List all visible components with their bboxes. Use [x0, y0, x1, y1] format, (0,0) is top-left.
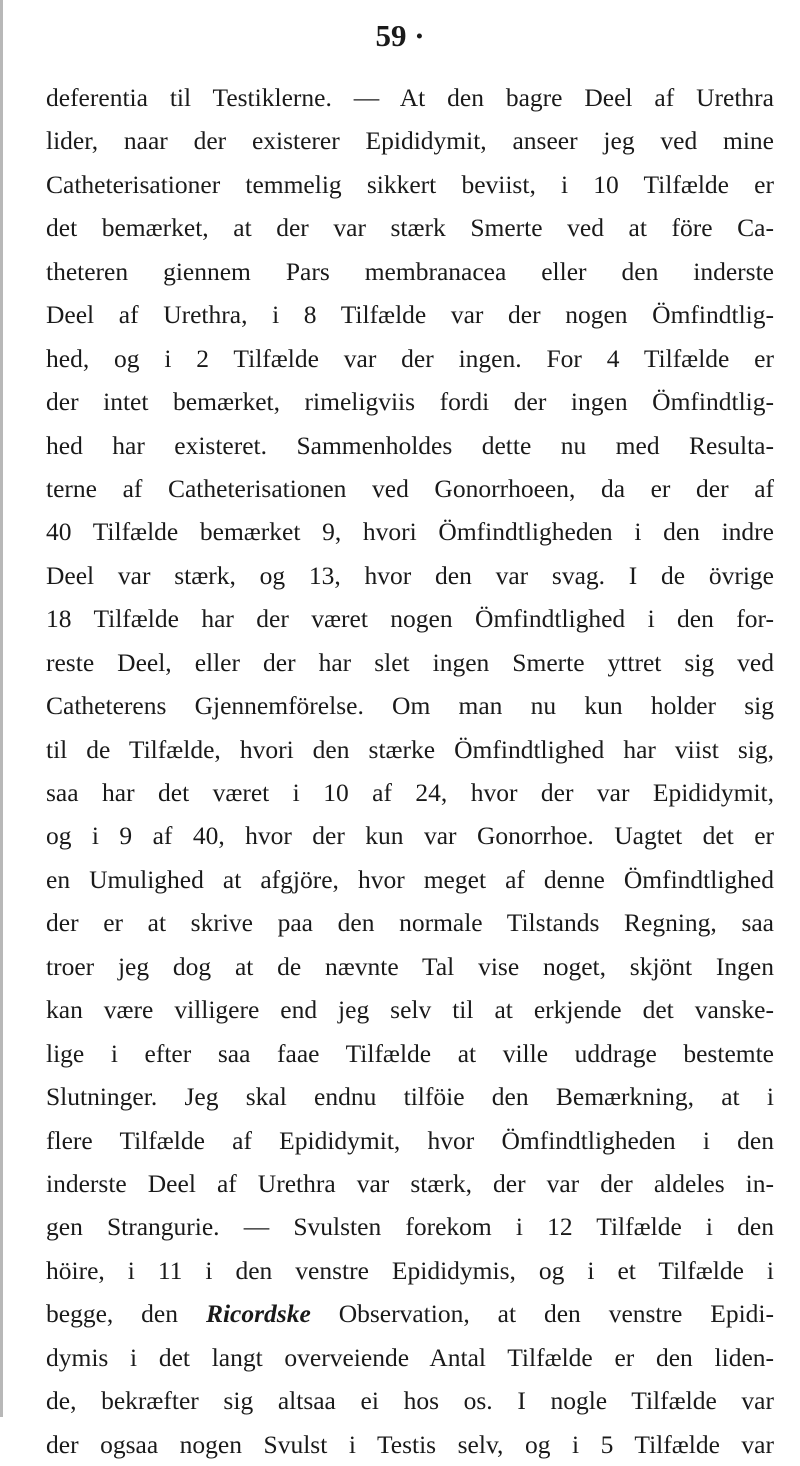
text-line-3: Catheterisationer temmelig sikkert beviist, i 10 Tilfælde er — [46, 169, 774, 199]
text-line-4: det bemærket, at der var stærk Smerte ved at före Ca- — [46, 213, 774, 243]
text-line-6: Deel af Urethra, i 8 Tilfælde var der nogen Ömfindtlig- — [46, 300, 774, 330]
text-line-25: flere Tilfælde af Epididymit, hvor Ömfindtligheden i den — [46, 1125, 774, 1155]
text-line-18: og i 9 af 40, hvor der kun var Gonorrhoe. Uagtet det er — [46, 821, 774, 851]
text-line-10: terne af Catheterisationen ved Gonorrhoeen, da er der af — [46, 473, 774, 503]
text-line-2: lider, naar der existerer Epididymit, anseer jeg ved mine — [46, 126, 774, 156]
text-line-19: en Umulighed at afgjöre, hvor meget af denne Ömfindtlighed — [46, 864, 774, 894]
text-line-31: de, bekræfter sig altsaa ei hos os. I nogle Tilfælde var — [46, 1386, 774, 1416]
text-line-20: der er at skrive paa den normale Tilstands Regning, saa — [46, 908, 774, 938]
text-line-8: der intet bemærket, rimeligviis fordi der ingen Ömfindtlig- — [46, 387, 774, 417]
page-edge-shadow — [0, 0, 3, 1417]
text-line-13: 18 Tilfælde har der været nogen Ömfindtlighed i den for- — [46, 604, 774, 634]
text-line-27: gen Strangurie. — Svulsten forekom i 12 Tilfælde i den — [46, 1212, 774, 1242]
text-line-9: hed har existeret. Sammenholdes dette nu med Resulta- — [46, 430, 774, 460]
text-line-28: höire, i 11 i den venstre Epididymis, og i et Tilfælde i — [46, 1255, 774, 1285]
text-line-23: lige i efter saa faae Tilfælde at ville uddrage bestemte — [46, 1038, 774, 1068]
text-line-14: reste Deel, eller der har slet ingen Smerte yttret sig ved — [46, 647, 774, 677]
text-line-24: Slutninger. Jeg skal endnu tilföie den Bemærkning, at i — [46, 1082, 774, 1112]
page-number: 59 · — [375, 18, 425, 53]
text-line-16: til de Tilfælde, hvori den stærke Ömfindtlighed har viist sig, — [46, 734, 774, 764]
text-line-5: theteren giennem Pars membranacea eller den inderste — [46, 256, 774, 286]
text-line-26: inderste Deel af Urethra var stærk, der var der aldeles in- — [46, 1168, 774, 1198]
text-line-22: kan være villigere end jeg selv til at erkjende det vanske- — [46, 995, 774, 1025]
text-line-11: 40 Tilfælde bemærket 9, hvori Ömfindtligheden i den indre — [46, 517, 774, 547]
body-text — [46, 76, 774, 1466]
italic-ricordske: Ricordske — [205, 1299, 311, 1329]
text-line-1: deferentia til Testiklerne. — At den bagre Deel af Urethra — [46, 83, 774, 112]
text-line-17: saa har det været i 10 af 24, hvor der var Epididymit, — [46, 778, 774, 807]
text-line-15: Catheterens Gjennemförelse. Om man nu kun holder sig — [46, 691, 774, 721]
text-line-32: der ogsaa nogen Svulst i Testis selv, og i 5 Tilfælde var — [46, 1429, 774, 1459]
text-line-29: begge, den Ricordske Observation, at den venstre Epidi- — [46, 1299, 774, 1329]
text-line-12: Deel var stærk, og 13, hvor den var svag. I de övrige — [46, 560, 774, 590]
text-line-21: troer jeg dog at de nævnte Tal vise noget, skjönt Ingen — [46, 951, 774, 981]
text-line-7: hed, og i 2 Tilfælde var der ingen. For 4 Tilfælde er — [46, 343, 774, 373]
text-line-30: dymis i det langt overveiende Antal Tilfælde er den liden- — [46, 1342, 774, 1372]
